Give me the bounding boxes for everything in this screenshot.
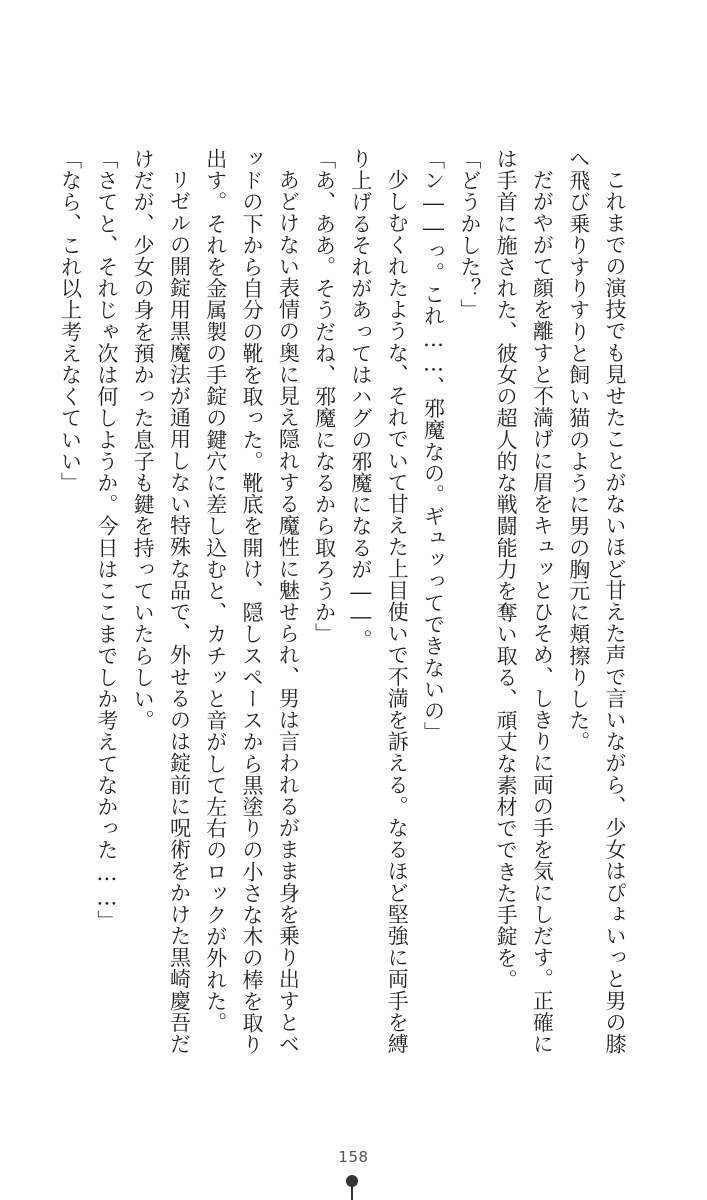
dialogue-line-3: 「あ、ああ。そうだね、邪魔になるから取ろうか」 [312,148,337,645]
page-marker-icon [346,1175,360,1200]
paragraph-2: だがやがて顔を離すと不満げに眉をキュッとひそめ、しきりに両の手を気にしだす。正確には手首に施された、彼女の超人的な戦闘能力を奪い取る、頑丈な素材でできた手錠を。 [494,148,555,1055]
dialogue-line-1: 「どうかした？」 [457,148,482,321]
paragraph-4: あどけない表情の奥に見え隠れする魔性に魅せられ、男は言われるがまま身を乗り出すとベッドの下から自分の靴を取った。靴底を開け、隠しスペースから黒塗りの小さな木の棒を取り出す。それを金属製の手錠の鍵穴に差し込むと、カチッと音がして左右のロックが外れた。 [203,148,301,1056]
vertical-text-body [53,148,633,1068]
marker-line [351,1185,353,1200]
dialogue-line-4: 「さてと、それじゃ次は何しようか。今日はここまでしか考えてなかった……」 [94,148,119,932]
dialogue-line-5: 「なら、これ以上考えなくていい」 [58,148,83,494]
page-number: 158 [338,1148,369,1166]
dialogue-line-2: 「ン――っ。これ……、邪魔なの。ギュッってできないの」 [421,148,446,744]
paragraph-3: 少しむくれたような、それでいて甘えた上目使いで不満を訴える。なるほど堅強に両手を縛り上げるそれがあってはハグの邪魔になるが――。 [348,148,410,1055]
paragraph-1: これまでの演技でも見せたことがないほど甘えた声で言いながら、少女はぴょいっと男の膝へ飛び乗りすりすりと飼い猫のように男の胸元に頬擦りした。 [566,148,627,1055]
paragraph-5: リゼルの開錠用黒魔法が通用しない特殊な品で、外せるのは錠前に呪術をかけた黒崎慶吾だけだが、少女の身を預かった息子も鍵を持っていたらしい。 [131,148,192,1055]
